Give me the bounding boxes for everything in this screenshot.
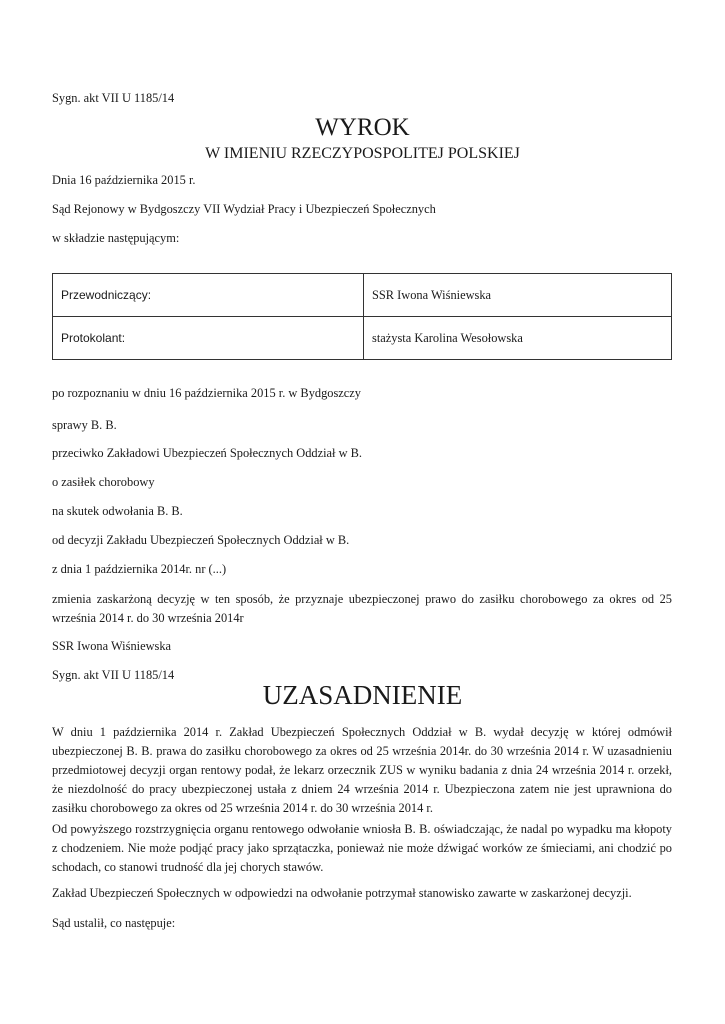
decision-date-line: z dnia 1 października 2014r. nr (...) [52,562,227,576]
judgment-date: Dnia 16 października 2015 r. [52,173,196,187]
subject-line: o zasiłek chorobowy [52,475,155,489]
table-row [53,317,672,360]
appeal-line: na skutek odwołania B. B. [52,504,183,518]
justification-paragraph: Sąd ustalił, co następuje: [52,916,176,930]
document-subtitle: W IMIENIU RZECZYPOSPOLITEJ POLSKIEJ [205,145,520,162]
justification-paragraph: Zakład Ubezpieczeń Społecznych w odpowiedzi na odwołanie potrzymał stanowisko zawarte w zaskarżonej decyzji. [52,886,632,900]
table-row [53,274,672,317]
against-line: przeciwko Zakładowi Ubezpieczeń Społecznych Oddział w B. [52,446,362,460]
justification-title: UZASADNIENIE [262,680,463,710]
person-cell: stażysta Karolina Wesołowska [364,317,672,360]
court-name: Sąd Rejonowy w Bydgoszczy VII Wydział Pracy i Ubezpieczeń Społecznych [52,202,436,216]
justification-paragraph: W dniu 1 października 2014 r. Zakład Ubezpieczeń Społecznych Oddział w B. wydał decyzję w której odmówił ubezpieczonej B. B. prawa do zasiłku chorobowego za okres od 25 września 2014r. do 30 września 2014 r. W uzasadnieniu przedmiotowej decyzji organ rentowy podał, że lekarz orzecznik ZUS w wyniku badania z dnia 24 września 2014 r. orzekł, że niezdolność do pracy ubezpieczonej ustała z dniem 24 września 2014 r. Ubezpieczona zatem nie jest uprawniona do zasiłku chorobowego za okres od 25 września 2014 r. do 30 września 2014 r. [52,725,672,815]
ruling-text: zmienia zaskarżoną decyzję w ten sposób, że przyznaje ubezpieczonej prawo do zasiłku chorobowego za okres od 25 września 2014 r. do 30 września 2014r [52,592,672,625]
role-cell: Przewodniczący: [53,274,364,317]
case-of-line: sprawy B. B. [52,418,117,432]
signature-top: Sygn. akt VII U 1185/14 [52,91,175,105]
signature-bottom: Sygn. akt VII U 1185/14 [52,668,175,682]
from-decision-line: od decyzji Zakładu Ubezpieczeń Społecznych Oddział w B. [52,533,350,547]
justification-paragraph: Od powyższego rozstrzygnięcia organu rentowego odwołanie wniosła B. B. oświadczając, że nadal po wypadku ma kłopoty z chodzeniem. Nie może podjąć pracy jako sprzątaczka, ponieważ nie może dźwigać worków ze śmieciami, ani chodzić po schodach, co stanowi trudność dla jej chorych stawów. [52,822,672,874]
composition-intro: w składzie następującym: [52,231,180,245]
judge-signature: SSR Iwona Wiśniewska [52,639,172,653]
role-cell: Protokolant: [53,317,364,360]
hearing-line: po rozpoznaniu w dniu 16 października 2015 r. w Bydgoszczy [52,386,361,400]
document-title: WYROK [315,114,410,141]
person-cell: SSR Iwona Wiśniewska [364,274,672,317]
composition-table [52,273,672,360]
